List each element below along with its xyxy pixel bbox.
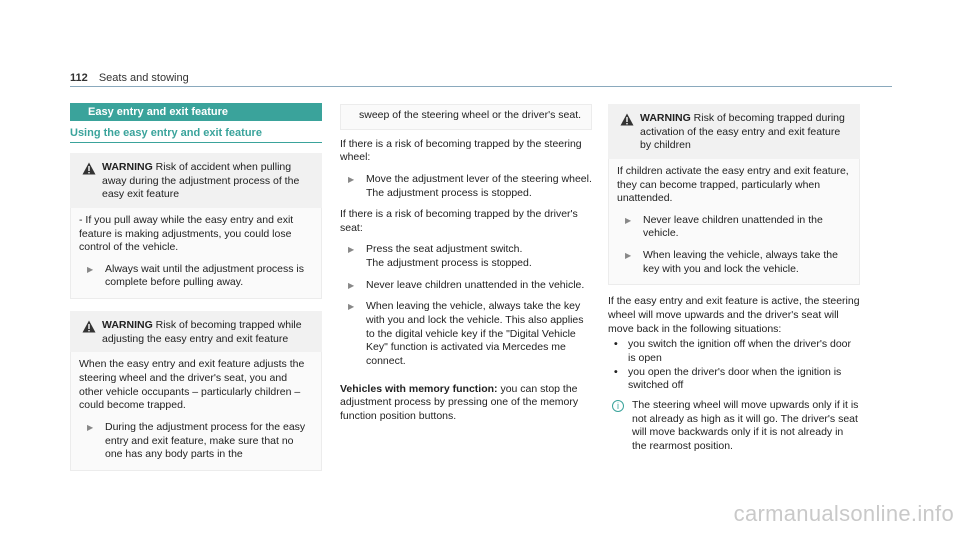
- warning-step: Never leave children unattended in the vehicle.: [643, 213, 823, 240]
- note: [608, 399, 860, 454]
- warning-title: Risk of accident when pulling away during the adjustment process of the easy exit feature: [102, 161, 300, 201]
- arrow-right-icon: ▶: [348, 302, 355, 312]
- step-text: Move the adjustment lever of the steering wheel.: [366, 172, 592, 185]
- warning-triangle-icon: [82, 162, 96, 175]
- arrow-right-icon: ▶: [87, 422, 94, 432]
- column-2: [340, 104, 592, 424]
- arrow-right-icon: ▶: [348, 280, 355, 290]
- bullet-icon: •: [614, 338, 618, 351]
- arrow-right-icon: ▶: [348, 245, 355, 255]
- warning-body: - If you pull away while the easy entry and exit feature is making adjustments, you could lose control of the vehicle.: [79, 213, 294, 254]
- warning-body: If children activate the easy entry and exit feature, they can become trapped, particularly when unattended.: [617, 164, 849, 205]
- warning-title: Risk of becoming trapped during activation of the easy entry and exit feature by children: [640, 112, 845, 152]
- column-3: [608, 104, 860, 453]
- list-item: [608, 338, 860, 365]
- paragraph: If the easy entry and exit feature is active, the steering wheel will move upwards and the driver's seat will move back in the following situations:: [608, 295, 860, 335]
- subsection-title: Using the easy entry and exit feature: [70, 127, 322, 143]
- step-result: The adjustment process is stopped.: [366, 257, 532, 270]
- chapter-title: Seats and stowing: [98, 72, 189, 84]
- warning-triangle-icon: [82, 320, 96, 333]
- arrow-right-icon: ▶: [87, 264, 94, 274]
- warning-label: WARNING: [640, 112, 691, 124]
- note-text: The steering wheel will move upwards only if it is not already as high as it will go. The driver's seat will move backwards only if it is not already in the rearmost position.: [632, 398, 859, 452]
- memory-text: you can stop the adjustment process by pressing one of the memory function position buttons.: [340, 382, 579, 422]
- info-icon: i: [612, 400, 624, 412]
- warning-box-accident: [70, 153, 322, 299]
- warning-step: When leaving the vehicle, always take the key with you and lock the vehicle.: [643, 249, 838, 275]
- warning-title: Risk of becoming trapped while adjusting the easy entry and exit feature: [102, 319, 302, 345]
- arrow-right-icon: ▶: [625, 251, 632, 261]
- watermark: carmanualsonline.info: [733, 501, 954, 526]
- list-item-text: you open the driver's door when the ignition is switched off: [628, 365, 842, 392]
- column-1: [70, 103, 322, 471]
- warning-box-children: [608, 104, 860, 285]
- bullet-icon: •: [614, 365, 618, 378]
- continued-text: sweep of the steering wheel or the driver's seat.: [340, 104, 592, 130]
- arrow-right-icon: ▶: [348, 174, 355, 184]
- list-item-text: you switch the ignition off when the driver's door is open: [628, 338, 852, 364]
- step-result: The adjustment process is stopped.: [366, 186, 532, 199]
- step-text: Never leave children unattended in the vehicle.: [366, 278, 585, 291]
- warning-box-trapped: [70, 311, 322, 471]
- memory-paragraph: [340, 383, 592, 424]
- warning-label: WARNING: [102, 161, 153, 173]
- header-rule: [70, 86, 892, 87]
- paragraph: If there is a risk of becoming trapped by the driver's seat:: [340, 208, 578, 234]
- section-title: Easy entry and exit feature: [70, 103, 322, 121]
- warning-body: When the easy entry and exit feature adjusts the steering wheel and the driver's seat, you and other vehicle occupants – particularly children – could become trapped.: [79, 358, 305, 412]
- memory-label: Vehicles with memory function:: [340, 382, 498, 395]
- step-text: When leaving the vehicle, always take the key with you and lock the vehicle. This also applies to the digital vehicle key if the "Digital Vehicle Key" function is activated via Mercedes me connect.: [366, 300, 584, 367]
- arrow-right-icon: ▶: [625, 215, 632, 225]
- warning-step: During the adjustment process for the easy entry and exit feature, make sure that no one has any body parts in the: [105, 420, 306, 461]
- paragraph: If there is a risk of becoming trapped by the steering wheel:: [340, 137, 582, 164]
- warning-label: WARNING: [102, 319, 153, 332]
- warning-step: Always wait until the adjustment process is complete before pulling away.: [105, 262, 305, 289]
- page-header: [70, 72, 189, 84]
- step-text: Press the seat adjustment switch.: [366, 243, 523, 256]
- page-number: 112: [70, 72, 88, 84]
- warning-triangle-icon: [620, 113, 634, 126]
- list-item: [608, 366, 860, 393]
